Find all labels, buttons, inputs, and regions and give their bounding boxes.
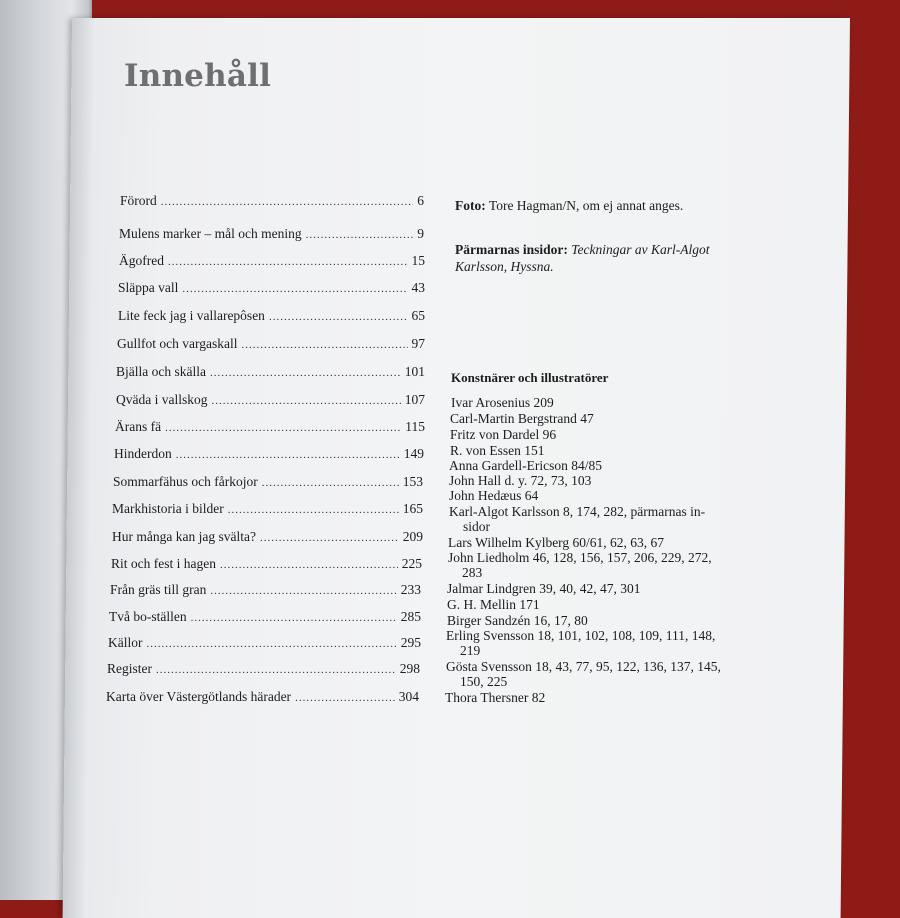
- toc-entry: [106, 689, 419, 707]
- artist-entry: R. von Essen 151: [450, 443, 545, 458]
- cover-credit-label: Pärmarnas insidor:: [455, 242, 568, 257]
- toc-entry-page: 15: [411, 253, 425, 268]
- toc-entry: [110, 582, 421, 600]
- toc-entry: [118, 308, 425, 326]
- artist-entry: Karl-Algot Karlsson 8, 174, 282, pärmarnas in-: [449, 504, 706, 519]
- toc-leader-dots: [147, 638, 397, 650]
- artist-entry: sidor: [463, 519, 490, 534]
- toc-entry-page: 115: [405, 419, 425, 434]
- toc-entry: [113, 474, 423, 492]
- toc-entry: [118, 280, 425, 298]
- toc-entry-page: 97: [411, 336, 425, 351]
- toc-leader-dots: [211, 395, 400, 407]
- toc-entry-page: 43: [411, 280, 425, 295]
- photo-credit-label: Foto:: [455, 198, 486, 213]
- toc-entry-page: 298: [399, 661, 420, 676]
- artist-entry: Ivar Arosenius 209: [451, 395, 554, 410]
- toc-leader-dots: [168, 256, 408, 268]
- toc-entry: [112, 529, 423, 547]
- toc-entry-title: Ärans fä: [115, 419, 162, 434]
- toc-entry-title: Lite feck jag i vallarepôsen: [118, 308, 265, 323]
- toc-entry: [108, 635, 421, 653]
- toc-entry: [115, 419, 425, 437]
- toc-entry-title: Sommarfähus och fårkojor: [113, 474, 258, 489]
- toc-entry-title: Karta över Västergötlands härader: [106, 689, 292, 704]
- toc-entry: [119, 226, 424, 244]
- toc-leader-dots: [228, 504, 399, 516]
- toc-entry-page: 285: [400, 609, 421, 624]
- toc-leader-dots: [182, 283, 407, 295]
- toc-entry-title: Släppa vall: [118, 280, 179, 295]
- toc-entry-page: 101: [404, 364, 425, 379]
- toc-entry-title: Bjälla och skälla: [116, 364, 206, 379]
- cover-credit-text-line1: Teckningar av Karl-Algot: [571, 242, 710, 257]
- toc-entry-page: 6: [417, 193, 424, 208]
- toc-entry-page: 304: [398, 689, 419, 704]
- toc-entry-title: Qväda i vallskog: [116, 392, 208, 407]
- toc-entry-title: Från gräs till gran: [110, 582, 207, 597]
- toc-leader-dots: [262, 477, 399, 489]
- toc-entry-page: 107: [404, 392, 425, 407]
- artist-entry: Erling Svensson 18, 101, 102, 108, 109, 111, 148,: [446, 628, 716, 643]
- toc-entry-title: Förord: [120, 193, 157, 208]
- artist-entry: Anna Gardell-Ericson 84/85: [449, 458, 602, 473]
- artist-entry: John Hedæus 64: [449, 488, 539, 503]
- toc-leader-dots: [210, 367, 401, 379]
- toc-entry: [114, 446, 424, 464]
- toc-entry-title: Ägofred: [119, 253, 164, 268]
- toc-entry-title: Mulens marker – mål och mening: [119, 226, 302, 241]
- toc-leader-dots: [260, 532, 399, 544]
- artist-entry: Carl-Martin Bergstrand 47: [450, 411, 594, 426]
- artist-entry: G. H. Mellin 171: [447, 597, 540, 612]
- toc-entry-page: 295: [400, 635, 421, 650]
- artist-entry: Lars Wilhelm Kylberg 60/61, 62, 63, 67: [448, 535, 665, 550]
- artist-entry: 283: [462, 565, 483, 580]
- toc-entry-page: 9: [417, 226, 424, 241]
- toc-entry-title: Hur många kan jag svälta?: [112, 529, 256, 544]
- toc-entry-page: 149: [403, 446, 424, 461]
- toc-leader-dots: [156, 664, 396, 676]
- toc-leader-dots: [241, 339, 407, 351]
- toc-leader-dots: [306, 229, 414, 241]
- cover-credit-text-line2: Karlsson, Hyssna.: [455, 259, 554, 274]
- toc-entry: [107, 661, 420, 679]
- photo-credit: [455, 197, 683, 214]
- toc-entry-title: Markhistoria i bilder: [112, 501, 224, 516]
- artist-entry: Fritz von Dardel 96: [450, 427, 557, 442]
- toc-entry-page: 225: [401, 556, 422, 571]
- toc-leader-dots: [165, 422, 401, 434]
- toc-entry-title: Källor: [108, 635, 143, 650]
- artist-entry: Thora Thersner 82: [445, 690, 546, 705]
- artist-entry: John Liedholm 46, 128, 156, 157, 206, 229, 272,: [448, 550, 712, 565]
- toc-leader-dots: [295, 692, 395, 704]
- photo-credit-text: Tore Hagman/N, om ej annat anges.: [488, 198, 684, 213]
- page-title: Innehåll: [124, 58, 272, 94]
- toc-entry-title: Register: [107, 661, 152, 676]
- toc-leader-dots: [161, 196, 414, 208]
- toc-leader-dots: [191, 612, 397, 624]
- toc-entry: [109, 609, 421, 627]
- artist-entry: 219: [460, 643, 481, 658]
- toc-entry: [116, 392, 425, 410]
- toc-entry-title: Hinderdon: [114, 446, 172, 461]
- cover-credit: [455, 241, 765, 275]
- toc-entry-page: 209: [402, 529, 423, 544]
- toc-entry-page: 233: [400, 582, 421, 597]
- toc-entry: [120, 193, 424, 211]
- toc-leader-dots: [176, 449, 400, 461]
- artists-heading: Konstnärer och illustratörer: [451, 370, 609, 385]
- artist-entry: 150, 225: [460, 674, 508, 689]
- artist-entry: Jalmar Lindgren 39, 40, 42, 47, 301: [447, 581, 641, 596]
- toc-entry-title: Två bo-ställen: [109, 609, 187, 624]
- toc-leader-dots: [210, 585, 396, 597]
- toc-entry-page: 65: [411, 308, 425, 323]
- toc-entry-title: Rit och fest i hagen: [111, 556, 216, 571]
- toc-entry-page: 165: [402, 501, 423, 516]
- artist-entry: Gösta Svensson 18, 43, 77, 95, 122, 136, 137, 145,: [446, 659, 721, 674]
- toc-entry: [119, 253, 425, 271]
- toc-entry-title: Gullfot och vargaskall: [117, 336, 238, 351]
- artist-entry: Birger Sandzén 16, 17, 80: [447, 613, 588, 628]
- toc-leader-dots: [269, 311, 408, 323]
- toc-entry: [116, 364, 425, 382]
- toc-entry: [117, 336, 425, 354]
- toc-leader-dots: [220, 559, 398, 571]
- toc-entry-page: 153: [402, 474, 423, 489]
- toc-entry: [112, 501, 423, 519]
- toc-entry: [111, 556, 422, 574]
- artist-entry: John Hall d. y. 72, 73, 103: [449, 473, 592, 488]
